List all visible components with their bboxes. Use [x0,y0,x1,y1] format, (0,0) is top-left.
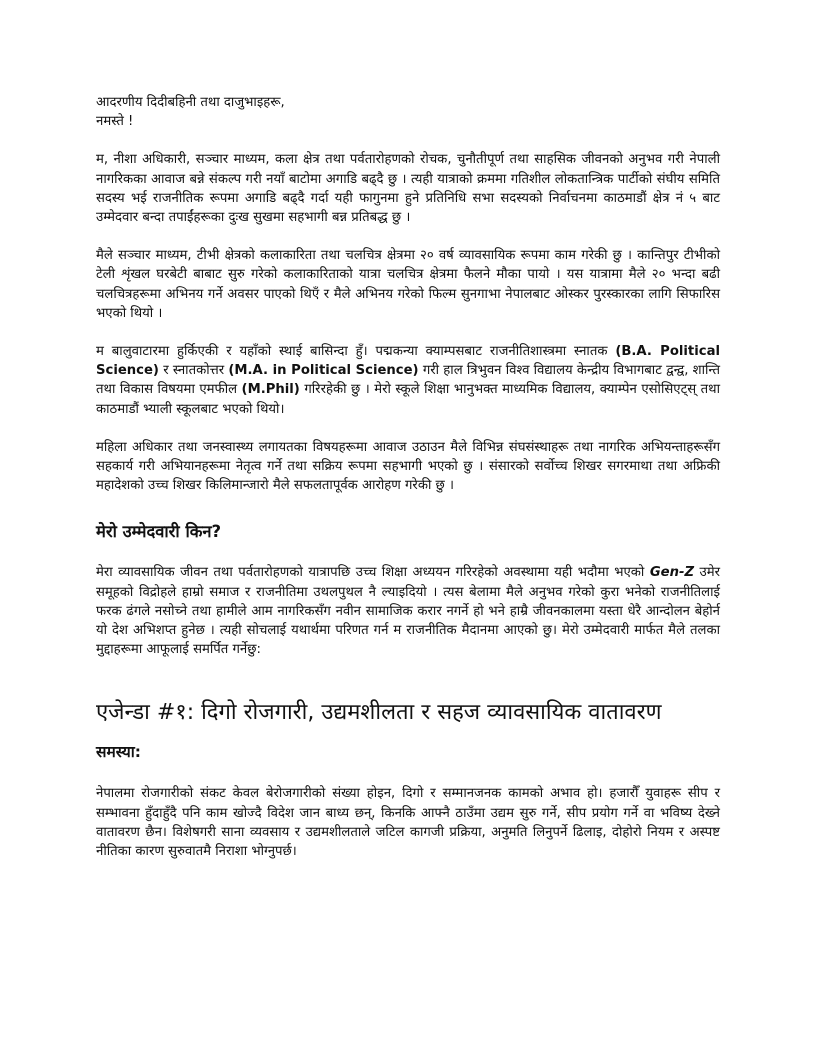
p3-text-e: गरी हाल त्रिभुवन विश्व विद्यालय केन्द्रीय विभागबाट द्वन्द्व, शान्ति तथा विकास विषयमा एमफील [96,363,720,398]
intro-paragraph-2: मैले सञ्चार माध्यम, टीभी क्षेत्रको कलाकारिता तथा चलचित्र क्षेत्रमा २० वर्ष व्यावसायिक रूपमा काम गरेकी छु । कान्तिपुर टीभीको टेली शृंखल घरबेटी बाबाट सुरु गरेको कलाकारिताको यात्रा चलचित्र क्षेत्रमा फैलने मौका पायो । यस यात्रामा मैले २० भन्दा बढी चलचित्रहरूमा अभिनय गर्ने अवसर पाएको थिएँ र मैले अभिनय गरेको फिल्म सुनगाभा नेपालबाट ओस्कर पुरस्कारका लागि सिफारिस भएको थियो । [96,248,720,321]
p3-text-a: म बालुवाटारमा हुर्किएकी र यहाँको स्थाई बासिन्दा हुँ। पद्मकन्या क्याम्पसबाट राजनीतिशास्त्रमा स्नातक [96,344,616,360]
greeting-line-1: आदरणीय दिदीबहिनी तथा दाजुभाइहरू, [96,95,285,110]
why-text-a: मेरा व्यावसायिक जीवन तथा पर्वतारोहणको यात्रापछि उच्च शिक्षा अध्ययन गरिरहेको अवस्थामा यही भदौमा भएको [96,565,650,581]
problem-label: समस्या: [96,743,141,762]
agenda-1-heading: एजेन्डा #१: दिगो रोजगारी, उद्यमशीलता र सहज व्यावसायिक वातावरण [96,700,662,726]
p3-degree-ma: (M.A. in Political Science) [228,363,419,379]
why-candidacy-heading: मेरो उम्मेदवारी किन? [96,522,222,542]
salutation [96,93,720,131]
p3-text-g: गरिरहेकी छु । मेरो स्कूले शिक्षा भानुभक्त माध्यमिक विद्यालय, क्याम्पेन एसोसिएट्स् तथा काठमाडौं भ्याली स्कूलबाट भएको थियो। [96,382,721,417]
greeting-line-2: नमस्ते ! [96,114,134,130]
p3-degree-ba: (B.A. Political Science) [96,344,720,379]
intro-paragraph-4: महिला अधिकार तथा जनस्वास्थ्य लगायतका विषयहरूमा आवाज उठाउन मैले विभिन्न संघसंस्थाहरू तथा नागरिक अभियन्ताहरूसँग सहकार्य गरी अभियानहरूमा नेतृत्व गर्ने तथा सक्रिय रूपमा सहभागी भएको छु । संसारको सर्वोच्च शिखर सगरमाथा तथा अफ्रिकी महादेशको उच्च शिखर किलिमान्जारो मैले सफलतापूर्वक आरोहण गरेकी छु । [96,439,720,494]
why-candidacy-paragraph [96,563,720,659]
p3-text-c: र स्नातकोत्तर [158,363,229,379]
intro-paragraph-3 [96,342,720,419]
problem-paragraph: नेपालमा रोजगारीको संकट केवल बेरोजगारीको संख्या होइन, दिगो र सम्मानजनक कामको अभाव हो। हजारौँ युवाहरू सीप र सम्भावना हुँदाहुँदै पनि काम खोज्दै विदेश जान बाध्य छन्, किनकि आफ्नै ठाउँमा उद्यम सुरु गर्ने, सीप प्रयोग गर्ने वा भविष्य देख्ने वातावरण छैन। विशेषगरी साना व्यवसाय र उद्यमशीलताले जटिल कागजी प्रक्रिया, अनुमति लिनुपर्ने ढिलाइ, दोहोरो नियम र अस्पष्ट नीतिका कारण सुरुवातमै निराशा भोग्नुपर्छ। [96,786,720,860]
why-text-c: उमेर समूहको विद्रोहले हाम्रो समाज र राजनीतिमा उथलपुथल नै ल्याइदियो । त्यस बेलामा मैले अनुभव गरेको कुरा भनेको राजनीतिलाई फरक ढंगले नसोच्ने तथा हामीले आम नागरिकसँग नवीन सामाजिक करार नगर्ने हो भने हाम्रै जीवनकालमा यस्ता धेरै आन्दोलन बेहोर्न यो देश अभिशप्त हुनेछ । त्यही सोचलाई यथार्थमा परिणत गर्न म राजनीतिक मैदानमा आएको छु। मेरो उम्मेदवारी मार्फत मैले तलका मुद्दाहरूमा आफूलाई समर्पित गर्नेछु: [96,565,720,658]
gen-z-term: Gen-Z [649,565,695,581]
intro-paragraph-1: म, नीशा अधिकारी, सञ्चार माध्यम, कला क्षेत्र तथा पर्वतारोहणको रोचक, चुनौतीपूर्ण तथा साहसिक जीवनको अनुभव गरी नेपाली नागरिकका आवाज बन्ने संकल्प गरी नयाँ बाटोमा अगाडि बढ्दै छु । त्यही यात्राको क्रममा गतिशील लोकतान्त्रिक पार्टीको संघीय समिति सदस्य भई राजनीतिक रूपमा अगाडि बढ्दै गर्दा यही फागुनमा हुने प्रतिनिधि सभा सदस्यको निर्वाचनमा काठमाडौं क्षेत्र नं ५ बाट उम्मेदवार बन्दा तपाईंहरूका दुःख सुखमा सहभागी बन्न प्रतिबद्ध छु । [96,152,720,226]
letter-page [96,93,720,861]
p3-degree-mphil: (M.Phil) [241,382,300,398]
